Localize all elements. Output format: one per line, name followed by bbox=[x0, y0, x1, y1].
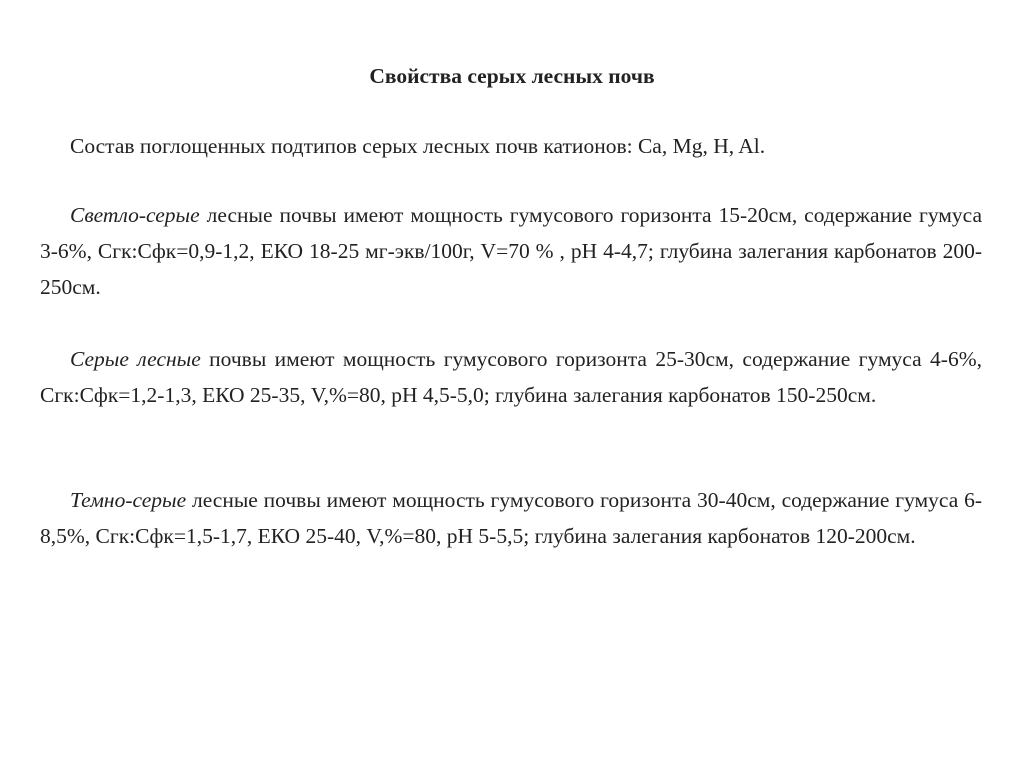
paragraph-body: лесные почвы имеют мощность гумусового горизонта 30-40см, содержание гумуса 6-8,5%, Сгк:Сфк=1,5-1,7, ЕКО 25-40, V,%=80, рН 5-5,5; глубина залегания карбонатов 120-200см. bbox=[40, 488, 982, 548]
paragraph-dark-gray-soils bbox=[40, 482, 982, 554]
paragraph-lead-term: Серые лесные bbox=[70, 347, 201, 371]
intro-paragraph: Состав поглощенных подтипов серых лесных почв катионов: Ca, Mg, H, Al. bbox=[70, 134, 766, 158]
paragraph-body: лесные почвы имеют мощность гумусового горизонта 15-20см, содержание гумуса 3-6%, Сгк:Сфк=0,9-1,2, ЕКО 18-25 мг-экв/100г, V=70 % , рН 4-4,7; глубина залегания карбонатов 200-250см. bbox=[40, 203, 982, 299]
paragraph-lead-term: Темно-серые bbox=[70, 488, 187, 512]
page-title: Свойства серых лесных почв bbox=[369, 64, 655, 88]
paragraph-body: почвы имеют мощность гумусового горизонта 25-30см, содержание гумуса 4-6%, Сгк:Сфк=1,2-1,3, ЕКО 25-35, V,%=80, рН 4,5-5,0; глубина залегания карбонатов 150-250см. bbox=[40, 347, 982, 407]
paragraph-lead-term: Светло-серые bbox=[70, 203, 200, 227]
paragraph-gray-soils bbox=[40, 341, 982, 413]
paragraph-light-gray-soils bbox=[40, 197, 982, 305]
